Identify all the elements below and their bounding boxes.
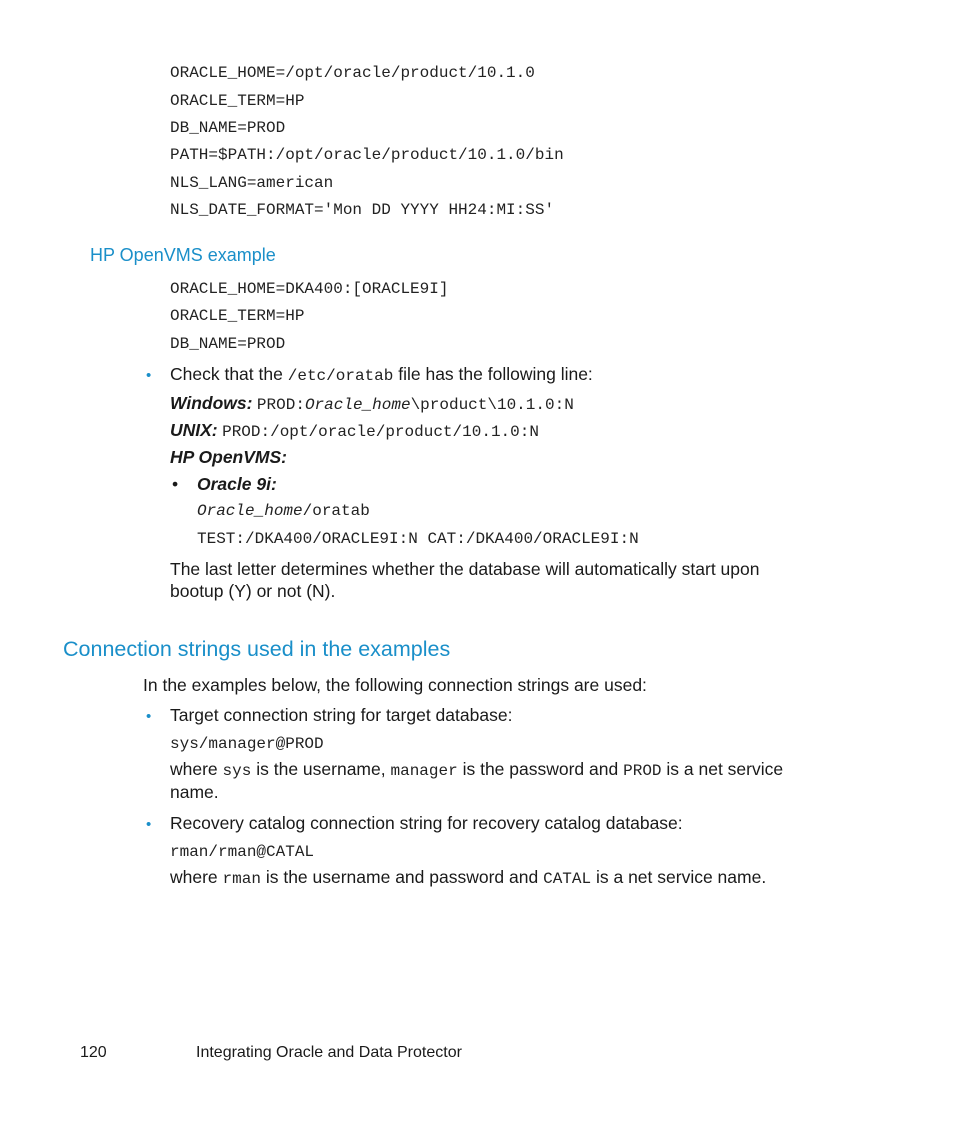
oracle9i-label: Oracle 9i: bbox=[197, 474, 277, 494]
recovery-label: Recovery catalog connection string for recovery catalog database: bbox=[170, 813, 683, 833]
openvms-label: HP OpenVMS: bbox=[170, 447, 287, 467]
oratab-path-code: /etc/oratab bbox=[287, 367, 394, 385]
target-explanation bbox=[170, 759, 783, 780]
bullet-icon: • bbox=[146, 708, 152, 725]
oratab-path-rest: /oratab bbox=[302, 502, 370, 520]
windows-line bbox=[170, 393, 574, 414]
footer-title: Integrating Oracle and Data Protector bbox=[196, 1044, 462, 1061]
unix-line bbox=[170, 420, 539, 441]
windows-code-home: Oracle_home bbox=[304, 396, 411, 414]
windows-code-part: \product\10.1.0:N bbox=[410, 396, 574, 414]
code-line: NLS_LANG=american bbox=[170, 174, 334, 192]
openvms-example-heading: HP OpenVMS example bbox=[90, 245, 276, 265]
code-line: ORACLE_TERM=HP bbox=[170, 307, 305, 325]
section-intro: In the examples below, the following connection strings are used: bbox=[143, 675, 647, 695]
service-code: CATAL bbox=[543, 870, 592, 888]
target-explanation-cont: name. bbox=[170, 782, 219, 802]
oratab-intro-post: file has the following line: bbox=[398, 364, 593, 384]
code-line: DB_NAME=PROD bbox=[170, 119, 286, 137]
bullet-icon: • bbox=[146, 367, 152, 384]
oracle-home-italic: Oracle_home bbox=[197, 502, 303, 520]
code-line: ORACLE_HOME=/opt/oracle/product/10.1.0 bbox=[170, 64, 535, 82]
sub-bullet-icon: • bbox=[172, 474, 179, 494]
text: is the username and password and bbox=[265, 867, 539, 887]
section-heading: Connection strings used in the examples bbox=[63, 637, 451, 661]
username-code: sys bbox=[222, 762, 252, 780]
windows-code bbox=[257, 396, 574, 414]
unix-label: UNIX: bbox=[170, 420, 218, 440]
code-line: PATH=$PATH:/opt/oracle/product/10.1.0/bin bbox=[170, 146, 564, 164]
windows-label: Windows: bbox=[170, 393, 253, 413]
windows-code-part: PROD: bbox=[256, 396, 305, 414]
service-code: PROD bbox=[623, 762, 662, 780]
target-connection-code: sys/manager@PROD bbox=[170, 735, 324, 753]
text: is the password and bbox=[462, 759, 619, 779]
oratab-intro-pre: Check that the bbox=[170, 364, 283, 384]
page-number: 120 bbox=[80, 1044, 107, 1061]
recovery-explanation bbox=[170, 867, 766, 888]
username-code: rman bbox=[222, 870, 261, 888]
code-line: ORACLE_HOME=DKA400:[ORACLE9I] bbox=[170, 280, 449, 298]
recovery-connection-code: rman/rman@CATAL bbox=[170, 843, 315, 861]
text: where bbox=[170, 867, 218, 887]
text: where bbox=[170, 759, 218, 779]
unix-code: PROD:/opt/oracle/product/10.1.0:N bbox=[222, 423, 539, 441]
oratab-path-line bbox=[197, 502, 370, 520]
text: is a net service bbox=[666, 759, 784, 779]
text: is a net service name. bbox=[595, 867, 767, 887]
password-code: manager bbox=[390, 762, 458, 780]
code-line: NLS_DATE_FORMAT='Mon DD YYYY HH24:MI:SS' bbox=[170, 201, 555, 219]
oratab-intro bbox=[170, 364, 593, 385]
note-line: bootup (Y) or not (N). bbox=[170, 581, 336, 601]
code-line: DB_NAME=PROD bbox=[170, 335, 286, 353]
target-label: Target connection string for target database: bbox=[170, 705, 513, 725]
oratab-test-line: TEST:/DKA400/ORACLE9I:N CAT:/DKA400/ORACLE9I:N bbox=[197, 530, 639, 548]
code-line: ORACLE_TERM=HP bbox=[170, 92, 305, 110]
bullet-icon: • bbox=[146, 816, 152, 833]
note-line: The last letter determines whether the database will automatically start upon bbox=[170, 559, 760, 579]
text: is the username, bbox=[256, 759, 386, 779]
